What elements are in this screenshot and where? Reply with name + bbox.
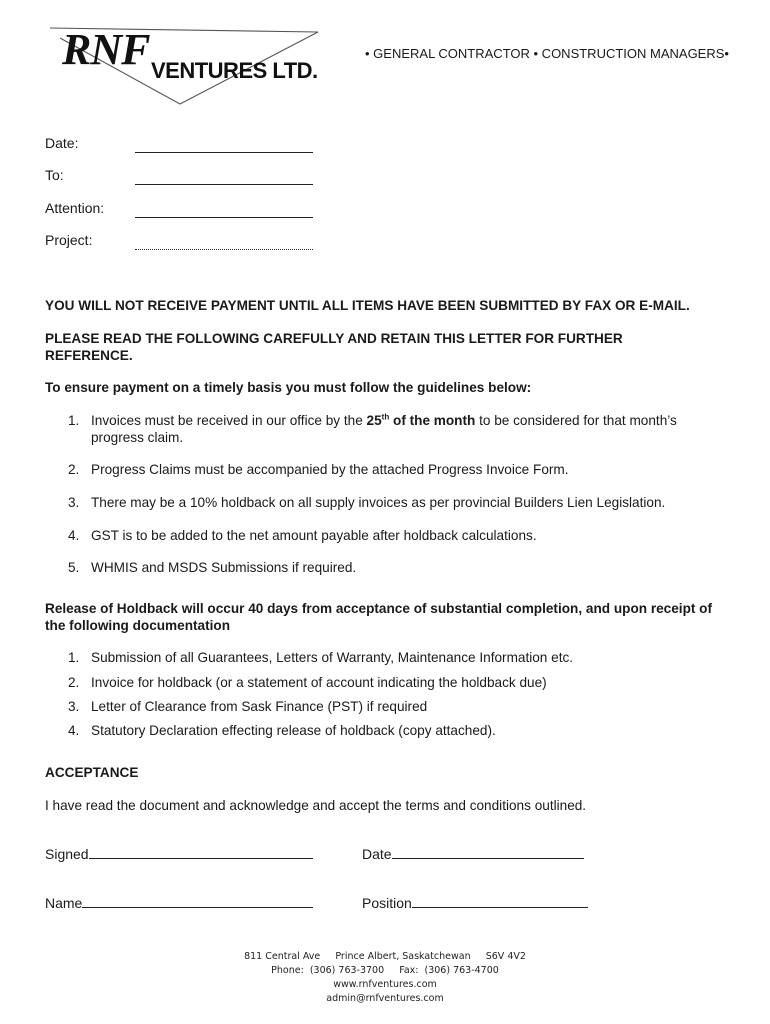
project-field bbox=[45, 232, 135, 248]
holdback-intro-line2: the following documentation bbox=[45, 618, 231, 633]
list-number: 4. bbox=[68, 528, 80, 543]
list-number: 3. bbox=[68, 699, 80, 714]
to-input-line[interactable] bbox=[135, 184, 313, 185]
signature-date-field bbox=[362, 846, 584, 862]
position-label: Position bbox=[362, 895, 412, 911]
attention-field bbox=[45, 200, 135, 216]
signed-field bbox=[45, 846, 313, 862]
holdback-intro-line1: Release of Holdback will occur 40 days from acceptance of substantial completion, and upon receipt of bbox=[45, 601, 713, 616]
list-number: 5. bbox=[68, 560, 80, 575]
date-label: Date: bbox=[45, 135, 79, 151]
position-field bbox=[362, 895, 588, 911]
name-input-line[interactable] bbox=[82, 895, 313, 908]
to-field bbox=[45, 167, 135, 183]
list-number: 3. bbox=[68, 495, 80, 510]
list-number: 1. bbox=[68, 650, 80, 665]
list-number: 2. bbox=[68, 675, 80, 690]
list-text: There may be a 10% holdback on all supply invoices as per provincial Builders Lien Legislation. bbox=[91, 495, 666, 510]
list-text: GST is to be added to the net amount payable after holdback calculations. bbox=[91, 528, 537, 543]
date-input-line[interactable] bbox=[135, 152, 313, 153]
name-field bbox=[45, 895, 313, 911]
to-label: To: bbox=[45, 167, 64, 183]
company-logo bbox=[40, 22, 330, 108]
footer-web[interactable]: www.rnfventures.com bbox=[333, 979, 437, 990]
list-number: 4. bbox=[68, 723, 80, 738]
footer-phone: Phone: (306) 763-3700 Fax: (306) 763-4700 bbox=[271, 965, 499, 976]
acceptance-heading: ACCEPTANCE bbox=[45, 765, 139, 780]
project-input-line[interactable] bbox=[135, 249, 313, 250]
footer-address: 811 Central Ave Prince Albert, Saskatchewan S6V 4V2 bbox=[244, 951, 526, 962]
attention-label: Attention: bbox=[45, 200, 105, 216]
read-carefully-line1: PLEASE READ THE FOLLOWING CAREFULLY AND RETAIN THIS LETTER FOR FURTHER bbox=[45, 331, 623, 346]
position-input-line[interactable] bbox=[412, 895, 588, 908]
list-text: WHMIS and MSDS Submissions if required. bbox=[91, 560, 357, 575]
signature-date-label: Date bbox=[362, 846, 392, 862]
list-text: Statutory Declaration effecting release of holdback (copy attached). bbox=[91, 723, 496, 738]
list-number: 2. bbox=[68, 462, 80, 477]
list-text: Letter of Clearance from Sask Finance (PST) if required bbox=[91, 699, 428, 714]
logo-rnf-text: RNF bbox=[62, 25, 150, 74]
logo-ventures-text: VENTURES LTD. bbox=[151, 58, 318, 83]
footer-contact bbox=[0, 950, 770, 1006]
name-label: Name bbox=[45, 895, 83, 911]
project-label: Project: bbox=[45, 232, 93, 248]
signed-input-line[interactable] bbox=[89, 846, 313, 859]
signed-label: Signed bbox=[45, 846, 89, 862]
list-text: Invoice for holdback (or a statement of account indicating the holdback due) bbox=[91, 675, 547, 690]
read-carefully-line2: REFERENCE. bbox=[45, 348, 133, 363]
attention-input-line[interactable] bbox=[135, 217, 313, 218]
guidelines-intro: To ensure payment on a timely basis you must follow the guidelines below: bbox=[45, 380, 532, 395]
list-text: Progress Claims must be accompanied by the attached Progress Invoice Form. bbox=[91, 462, 569, 477]
list-text: Submission of all Guarantees, Letters of Warranty, Maintenance Information etc. bbox=[91, 650, 574, 665]
acceptance-statement: I have read the document and acknowledge and accept the terms and conditions outlined. bbox=[45, 798, 587, 813]
signature-date-input-line[interactable] bbox=[392, 846, 584, 859]
list-text: Invoices must be received in our office by the 25th of the month to be considered for that month’s progress claim. bbox=[91, 412, 677, 445]
date-field bbox=[45, 135, 135, 151]
company-tagline: • GENERAL CONTRACTOR • CONSTRUCTION MANAGERS• bbox=[365, 46, 729, 61]
payment-warning: YOU WILL NOT RECEIVE PAYMENT UNTIL ALL ITEMS HAVE BEEN SUBMITTED BY FAX OR E-MAIL. bbox=[45, 298, 690, 313]
list-number: 1. bbox=[68, 413, 80, 428]
footer-email[interactable]: admin@rnfventures.com bbox=[326, 993, 444, 1004]
